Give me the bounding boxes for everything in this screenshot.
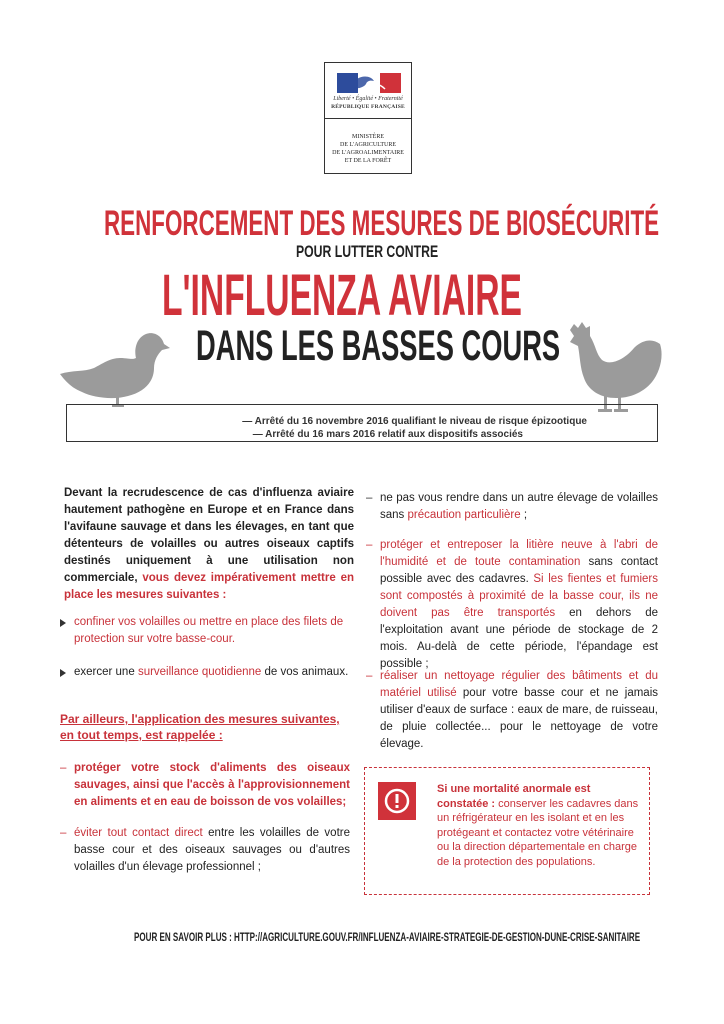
text-emphasis: Si les fientes et fumiers sont compostés à proximité de la basse cour, ils ne doivent pas être transportés (380, 573, 658, 619)
list-item-text (366, 537, 658, 673)
alert-heading: Si une mortalité anormale est constatée : (437, 783, 591, 810)
text-fragment: pour votre basse cour et ne jamais utiliser d'eaux de surface : eaux de mare, de ruisseau, de pluie collectée... pour le nettoyage de votre élevage. (380, 687, 658, 750)
text-fragment: entre les volailles de votre basse cour et des oiseaux sauvages ou d'autres volailles d'un élevage professionnel ; (74, 827, 350, 873)
republic-label: RÉPUBLIQUE FRANÇAISE (331, 104, 405, 110)
list-item-text: confiner vos volailles ou mettre en place des filets de protection sur votre basse-cour. (74, 616, 344, 645)
list-item-text (60, 664, 356, 681)
duck-silhouette-icon (58, 328, 170, 410)
intro-emphasis: vous devez impérativement mettre en place les mesures suivantes : (64, 572, 354, 601)
text-fragment: en dehors de l'exploitation avant une période de stockage de 2 mois. Au-delà de cette période, l'épandage est possible ; (380, 607, 658, 670)
title-biosecurity: RENFORCEMENT DES MESURES DE BIOSÉCURITÉ (104, 204, 660, 243)
hen-silhouette-icon (566, 320, 664, 416)
legal-references-box (66, 404, 658, 442)
dash-bullet: – (366, 670, 373, 682)
ministry-line: DE L'AGRICULTURE (339, 142, 397, 148)
triangle-bullet-icon (60, 669, 66, 677)
list-item (60, 614, 356, 648)
dash-bullet: – (60, 762, 67, 774)
ministry-line: MINISTÈRE (352, 134, 384, 140)
list-item-text (60, 825, 350, 876)
list-item-text (366, 668, 658, 753)
text-fragment: exercer une (74, 666, 138, 678)
marianne-emblem (325, 63, 411, 119)
legal-reference: — Arrêté du 16 novembre 2016 qualifiant le niveau de risque épizootique (242, 416, 587, 427)
alert-body: conserver les cadavres dans un réfrigérateur en les isolant et en les protégeant et contactez votre vétérinaire ou la direction départementale en charge de la protection des populations. (437, 797, 639, 868)
alert-text (437, 782, 643, 869)
list-item (60, 825, 350, 876)
list-item (366, 668, 658, 753)
text-emphasis: éviter tout contact direct (74, 827, 203, 839)
intro-paragraph (64, 485, 354, 604)
ministry-logo (324, 62, 412, 174)
marianne-flag-icon (337, 71, 401, 95)
text-emphasis: protéger et entreposer la litière neuve à l'abri de l'humidité et de toute contamination (380, 539, 658, 568)
triangle-bullet-icon (60, 619, 66, 627)
list-item (60, 664, 356, 681)
exclamation-icon (378, 782, 416, 820)
mortality-alert-box (364, 767, 650, 895)
legal-reference: — Arrêté du 16 mars 2016 relatif aux dispositifs associés (252, 429, 523, 440)
title-subline: POUR LUTTER CONTRE (296, 242, 439, 261)
text-fragment: de vos animaux. (261, 666, 349, 678)
list-item (366, 537, 658, 673)
ministry-name (325, 133, 411, 165)
dash-bullet: – (60, 827, 67, 839)
text-fragment: sans contact possible avec des cadavres. (380, 556, 658, 585)
text-fragment: ne pas vous rendre dans un autre élevage de volailles sans (380, 492, 658, 521)
list-item (366, 490, 658, 524)
dash-bullet: – (366, 492, 373, 504)
text-emphasis: réaliser un nettoyage régulier des bâtiments et du matériel utilisé (380, 670, 658, 699)
dash-bullet: – (366, 539, 373, 551)
title-influenza: L'INFLUENZA AVIAIRE (162, 263, 522, 328)
ministry-line: DE L'AGROALIMENTAIRE (332, 150, 404, 156)
republic-motto: Liberté • Égalité • Fraternité (333, 96, 403, 102)
text-emphasis: surveillance quotidienne (137, 666, 262, 678)
intro-text: Devant la recrudescence de cas d'influenza aviaire hautement pathogène en Europe et en France dans l'avifaune sauvage et dans les élevages, en tant que détenteurs de volailles ou autres oiseaux captifs destinés uniquement à une utilisation non commerciale, (64, 487, 354, 584)
text-fragment: ; (520, 509, 528, 521)
ministry-line: ET DE LA FORÊT (344, 158, 392, 164)
text-emphasis: précaution particulière (407, 509, 521, 521)
list-item-text: protéger votre stock d'aliments des oiseaux sauvages, ainsi que l'accès à l'approvisionnement en aliments et en eau de boisson de vos volailles; (74, 762, 350, 808)
footer-more-info: POUR EN SAVOIR PLUS : HTTP://AGRICULTURE.GOUV.FR/INFLUENZA-AVIAIRE-STRATEGIE-DE-GESTION-DUNE-CRISE-SANITAIRE (134, 932, 641, 944)
list-item-text (366, 490, 658, 524)
section-subheading: Par ailleurs, l'application des mesures suivantes, en tout temps, est rappelée : (60, 712, 340, 742)
list-item (60, 760, 350, 811)
title-basses-cours: DANS LES BASSES COURS (196, 322, 561, 370)
